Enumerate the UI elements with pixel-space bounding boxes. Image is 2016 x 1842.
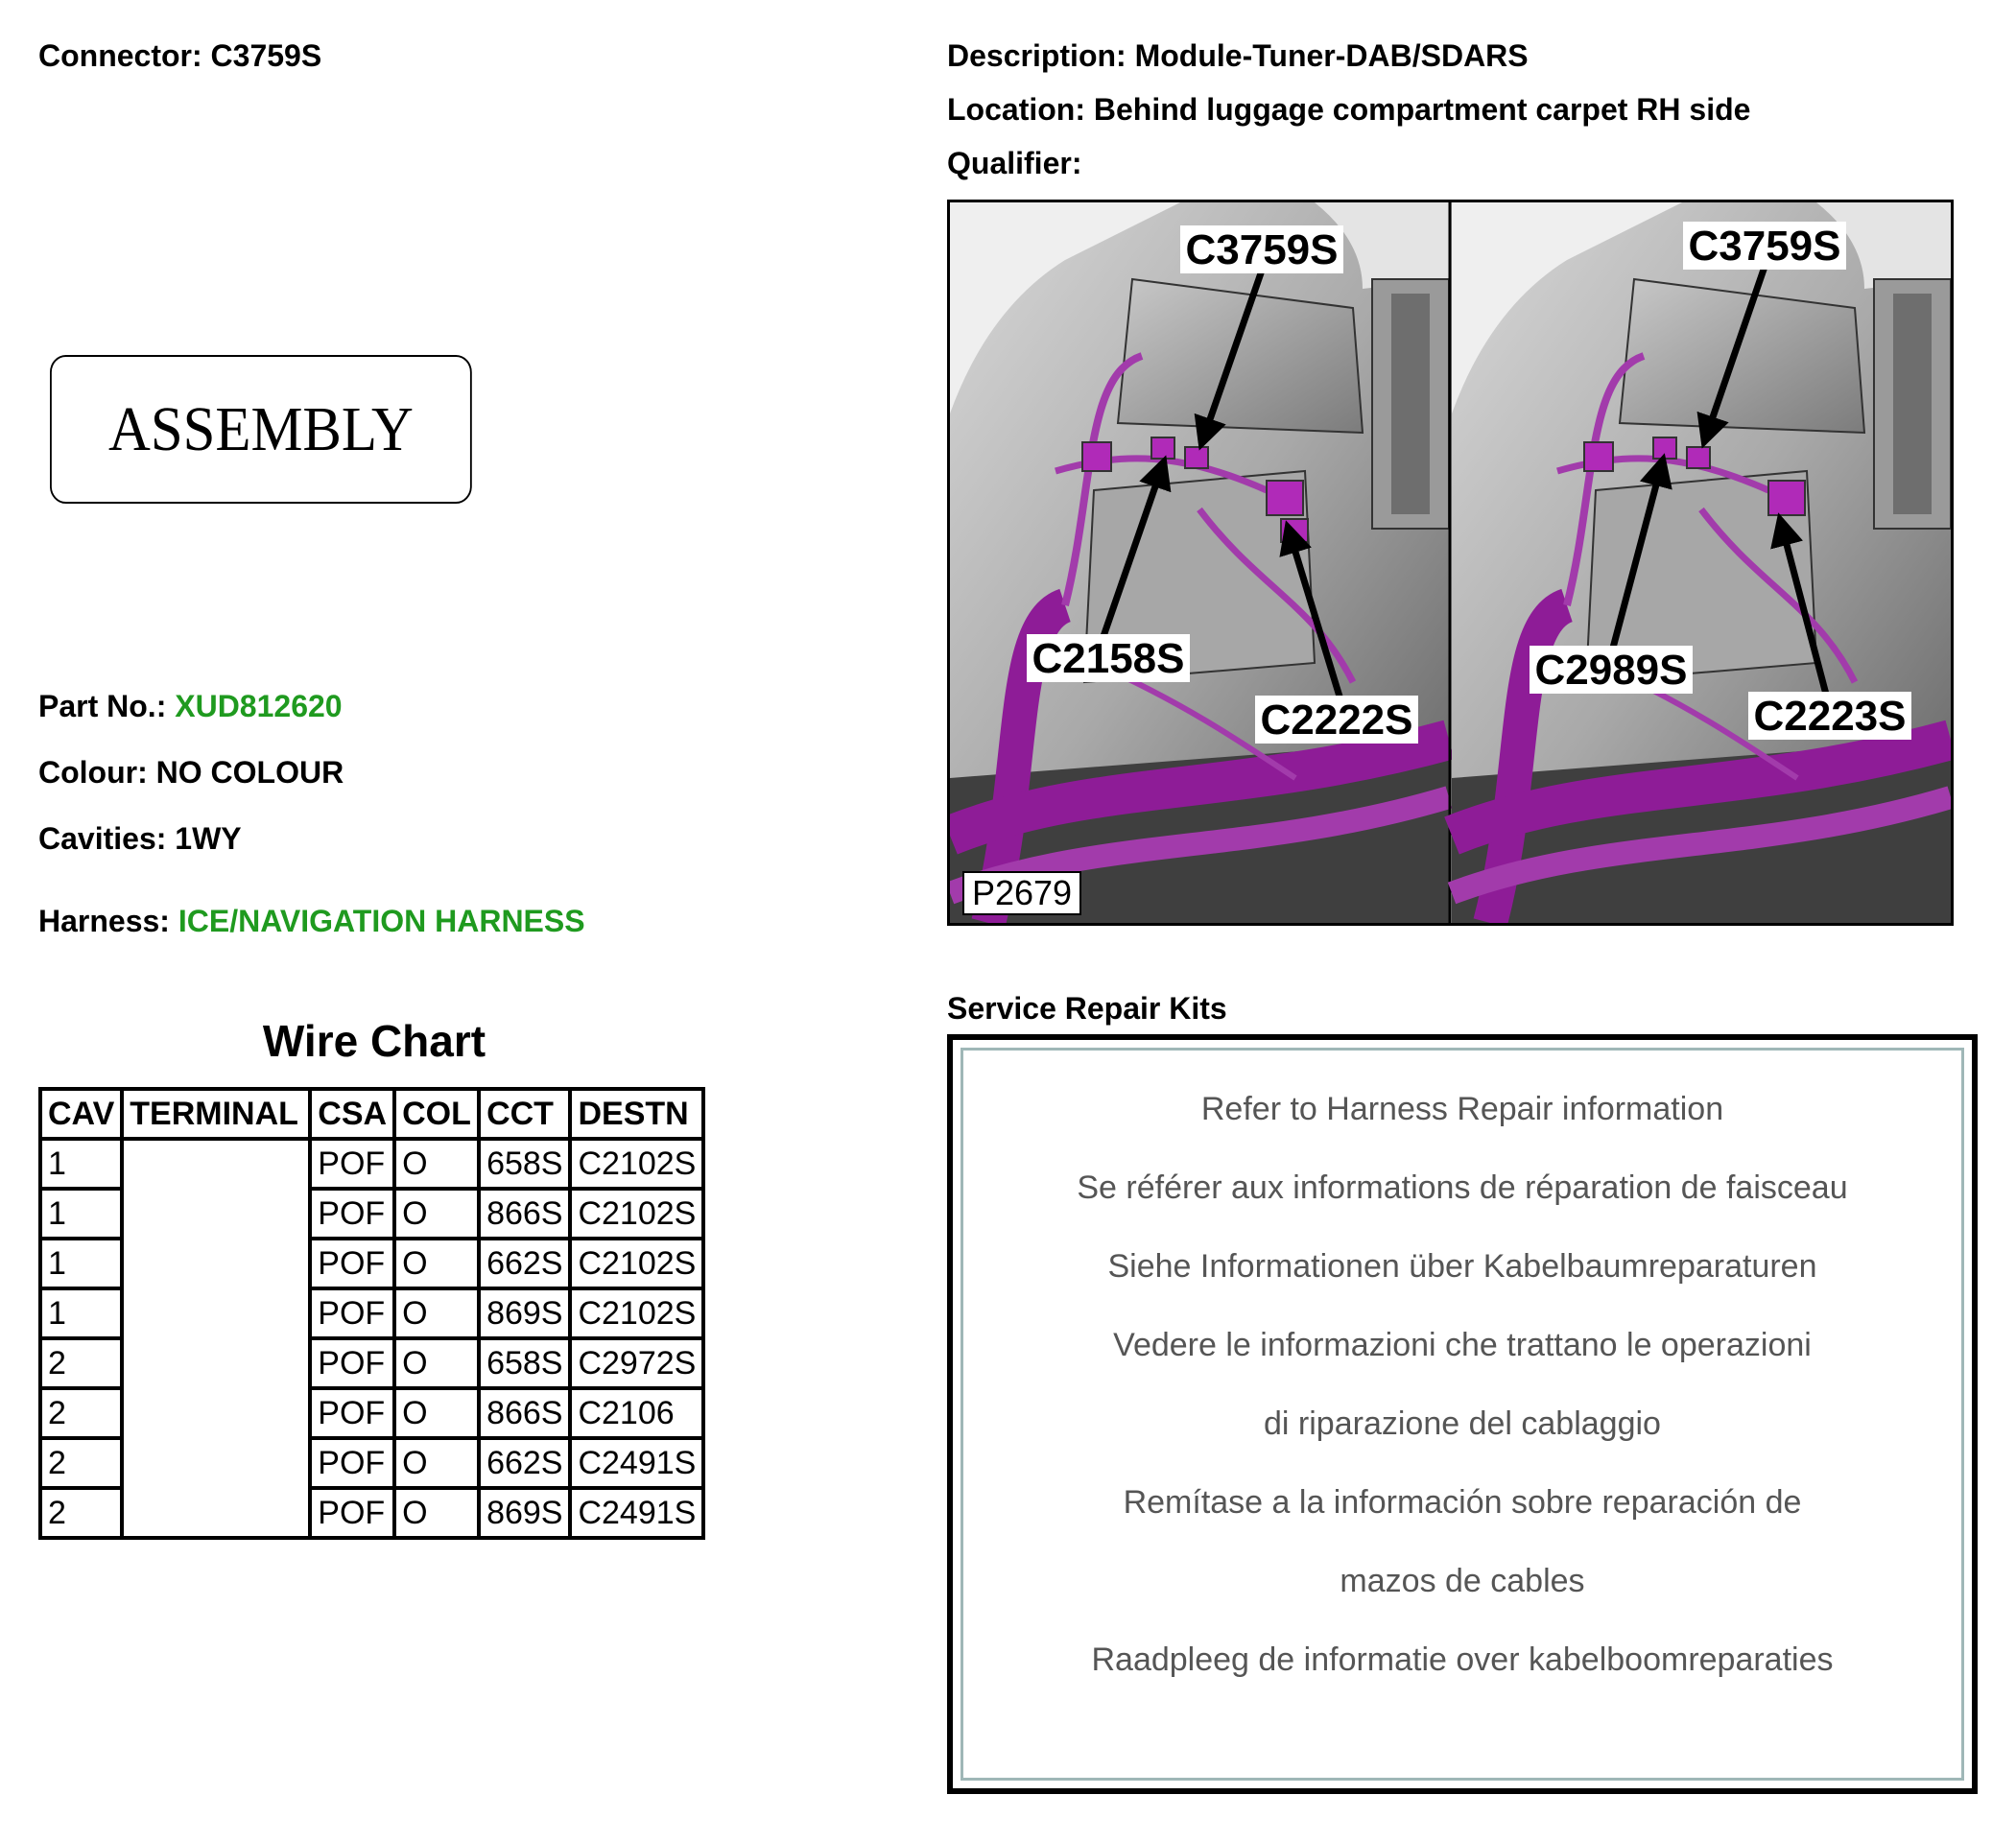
colour-field [38, 755, 344, 791]
callout-right-top [1683, 222, 1846, 270]
cell-cct: 869S [479, 1488, 570, 1538]
photo-illustration [950, 202, 1951, 923]
cell-col: O [394, 1139, 479, 1189]
wire-chart-header-row [40, 1089, 703, 1139]
cell-destn: C2102S [570, 1288, 703, 1338]
cell-destn: C2106 [570, 1388, 703, 1438]
cell-col: O [394, 1239, 479, 1288]
callout-left-top-text: C3759S [1185, 226, 1339, 273]
cell-destn: C2491S [570, 1438, 703, 1488]
location-value: Behind luggage compartment carpet RH side [1093, 92, 1751, 127]
cell-cct: 866S [479, 1189, 570, 1239]
harness-link[interactable]: ICE/NAVIGATION HARNESS [178, 904, 585, 938]
cell-destn: C2102S [570, 1189, 703, 1239]
left-panel [950, 202, 1449, 923]
description-value: Module-Tuner-DAB/SDARS [1134, 38, 1529, 73]
description-field [947, 38, 1529, 74]
cell-csa: POF [310, 1488, 394, 1538]
repair-line: Remítase a la información sobre reparación de [1123, 1484, 1802, 1521]
cell-csa: POF [310, 1338, 394, 1388]
callout-right-top-text: C3759S [1688, 223, 1841, 270]
colour-label: Colour: [38, 755, 148, 790]
cell-cct: 869S [479, 1288, 570, 1338]
repair-line: Vedere le informazioni che trattano le operazioni [1113, 1327, 1812, 1363]
callout-left-lower [1027, 634, 1190, 682]
assembly-label: ASSEMBLY [107, 393, 414, 464]
cell-csa: POF [310, 1139, 394, 1189]
cell-destn: C2102S [570, 1139, 703, 1189]
cell-terminal [122, 1139, 310, 1538]
repair-line: mazos de cables [1340, 1563, 1585, 1599]
cell-col: O [394, 1388, 479, 1438]
cell-csa: POF [310, 1239, 394, 1288]
figure-id-text: P2679 [971, 873, 1073, 912]
cell-cct: 866S [479, 1388, 570, 1438]
connector-value: C3759S [210, 38, 322, 73]
part-no-label: Part No.: [38, 689, 167, 723]
cavities-label: Cavities: [38, 821, 167, 856]
figure-id-badge [963, 872, 1080, 914]
cell-cav: 2 [40, 1338, 122, 1388]
cell-csa: POF [310, 1189, 394, 1239]
cell-cav: 2 [40, 1388, 122, 1438]
callout-right-lower [1530, 646, 1693, 694]
service-repair-kits-inner [961, 1048, 1964, 1781]
callout-left-top [1180, 225, 1343, 273]
location-label: Location: [947, 92, 1085, 127]
header-col: COL [394, 1089, 479, 1139]
callout-right-lower-text: C2989S [1534, 647, 1688, 694]
cell-cct: 658S [479, 1139, 570, 1189]
cell-cav: 1 [40, 1139, 122, 1189]
cell-cav: 1 [40, 1189, 122, 1239]
header-cav: CAV [40, 1089, 122, 1139]
cell-col: O [394, 1338, 479, 1388]
part-no-field [38, 689, 343, 724]
wire-chart-table [38, 1087, 705, 1540]
cell-csa: POF [310, 1438, 394, 1488]
cell-col: O [394, 1288, 479, 1338]
repair-line: di riparazione del cablaggio [1264, 1405, 1661, 1442]
repair-line: Siehe Informationen über Kabelbaumreparaturen [1107, 1248, 1817, 1285]
callout-left-right-text: C2222S [1260, 697, 1413, 744]
colour-value: NO COLOUR [155, 755, 344, 790]
callout-right-right [1748, 692, 1911, 740]
table-row [40, 1139, 703, 1189]
callout-right-right-text: C2223S [1753, 693, 1907, 740]
connector-location-photo [947, 200, 1954, 926]
cell-cct: 662S [479, 1438, 570, 1488]
assembly-box [50, 355, 472, 504]
header-csa: CSA [310, 1089, 394, 1139]
cell-cav: 1 [40, 1239, 122, 1288]
header-destn: DESTN [570, 1089, 703, 1139]
cell-cav: 2 [40, 1488, 122, 1538]
callout-left-right [1255, 696, 1418, 744]
repair-line: Raadpleeg de informatie over kabelboomreparaties [1091, 1641, 1834, 1678]
header-terminal: TERMINAL [122, 1089, 310, 1139]
cell-col: O [394, 1189, 479, 1239]
cell-destn: C2491S [570, 1488, 703, 1538]
harness-label: Harness: [38, 904, 170, 938]
cell-csa: POF [310, 1288, 394, 1338]
part-no-link[interactable]: XUD812620 [175, 689, 343, 723]
description-label: Description: [947, 38, 1127, 73]
cell-csa: POF [310, 1388, 394, 1438]
repair-line: Refer to Harness Repair information [1200, 1091, 1724, 1127]
repair-line: Se référer aux informations de réparation de faisceau [1077, 1169, 1848, 1206]
wire-chart-title: Wire Chart [262, 1016, 486, 1066]
connector-field [38, 38, 321, 74]
cavities-field [38, 821, 242, 857]
callout-left-lower-text: C2158S [1032, 635, 1185, 682]
cell-destn: C2102S [570, 1239, 703, 1288]
harness-field [38, 904, 585, 939]
service-repair-kits-panel [947, 1034, 1978, 1794]
cell-col: O [394, 1488, 479, 1538]
header-cct: CCT [479, 1089, 570, 1139]
cavities-value: 1WY [175, 821, 242, 856]
cell-cct: 662S [479, 1239, 570, 1288]
qualifier-field [947, 146, 1081, 181]
cell-cav: 2 [40, 1438, 122, 1488]
connector-label: Connector: [38, 38, 202, 73]
cell-destn: C2972S [570, 1338, 703, 1388]
cell-cav: 1 [40, 1288, 122, 1338]
location-field [947, 92, 1750, 128]
cell-cct: 658S [479, 1338, 570, 1388]
qualifier-label: Qualifier: [947, 146, 1082, 180]
service-repair-kits-title: Service Repair Kits [947, 991, 1227, 1026]
cell-col: O [394, 1438, 479, 1488]
right-panel [1452, 202, 1951, 923]
